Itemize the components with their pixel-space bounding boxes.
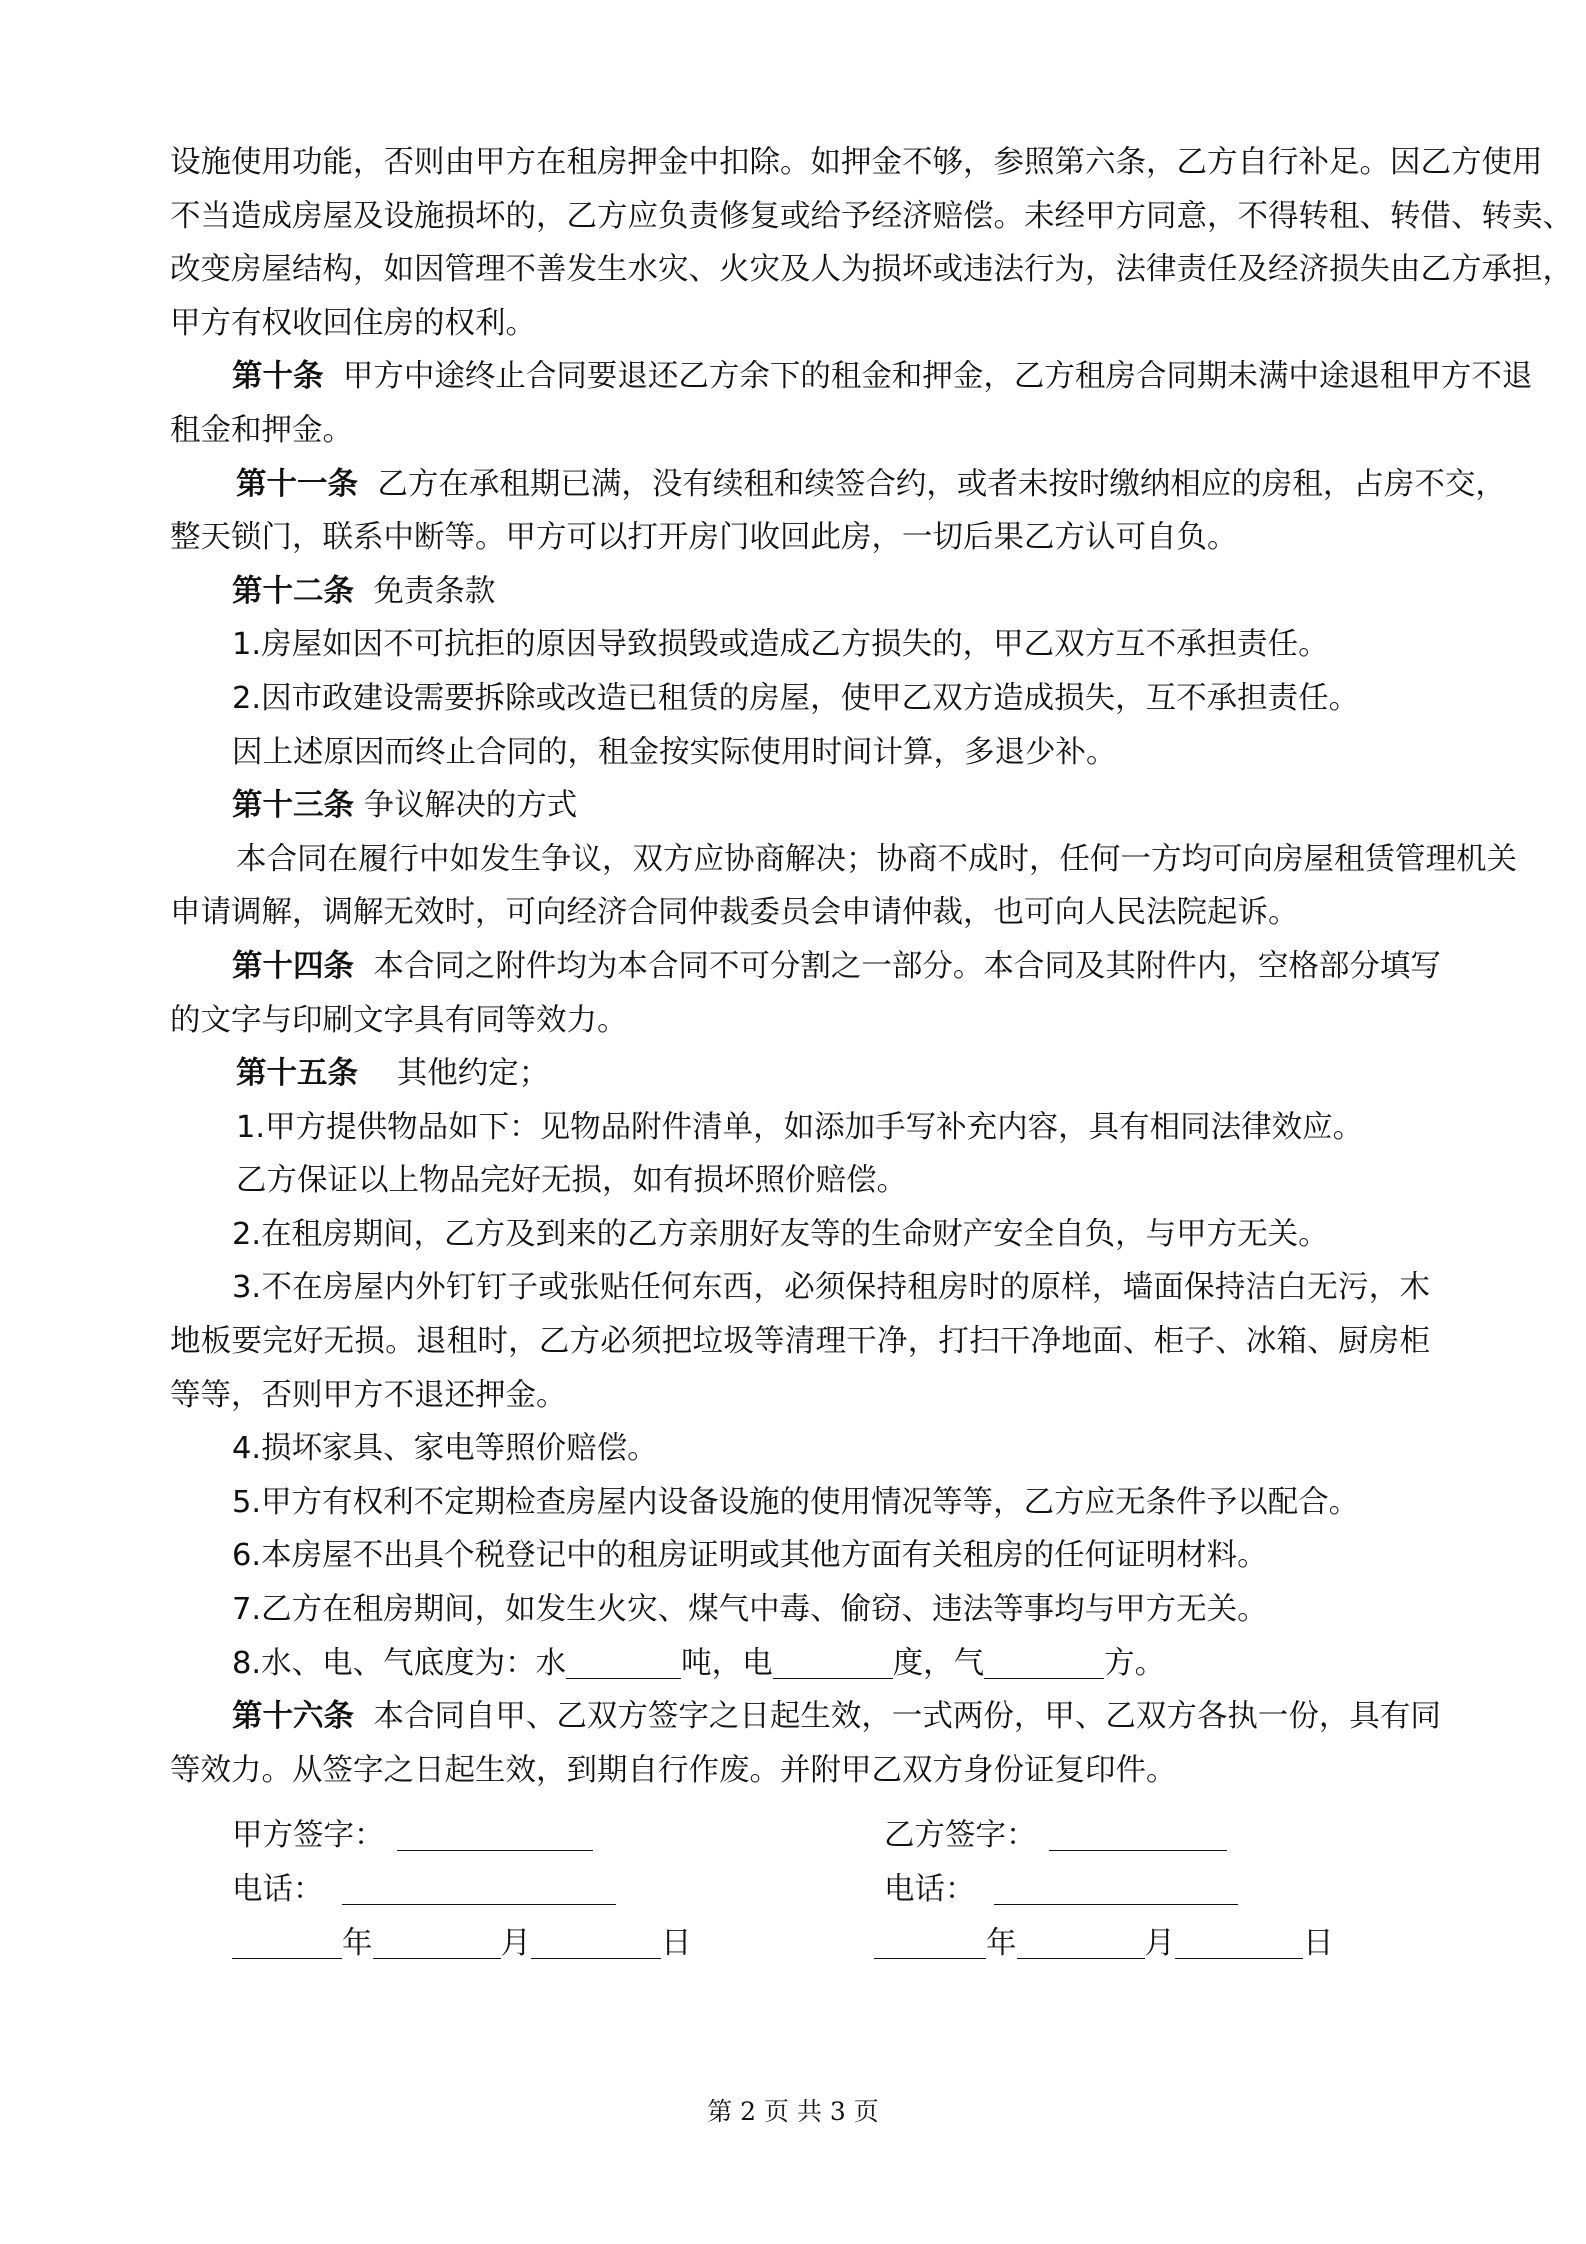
- article-15-title: 其他约定；: [396, 1056, 550, 1092]
- electricity-blank[interactable]: [773, 1644, 893, 1679]
- list-item: 4.损坏家具、家电等照价赔偿。: [232, 1431, 658, 1467]
- article-10: [170, 350, 1533, 404]
- month-label: 月: [1144, 1926, 1175, 1961]
- gas-unit: 方。: [1104, 1645, 1166, 1681]
- party-b-sign-row: [884, 1810, 1227, 1854]
- page-number-footer: 第 2 页 共 3 页: [707, 2097, 879, 2126]
- list-item: 3.不在房屋内外钉钉子或张贴任何东西，必须保持租房时的原样，墙面保持洁白无污，木地板要完好无损。退租时，乙方必须把垃圾等清理干净，打扫干净地面、柜子、冰箱、厨房柜等等，否则甲方不退还押金。: [170, 1270, 1430, 1413]
- list-item: 6.本房屋不出具个税登记中的租房证明或其他方面有关租房的任何证明材料。: [232, 1538, 1268, 1574]
- text-line: 租金和押金。: [170, 412, 353, 448]
- article-13: [170, 779, 1430, 833]
- meter-reading-item: [170, 1637, 1430, 1691]
- year-label: 年: [986, 1926, 1017, 1961]
- party-b-phone-blank[interactable]: [994, 1870, 1238, 1905]
- text-line: 改变房屋结构，如因管理不善发生水灾、火灾及人为损坏或违法行为，法律责任及经济损失由乙方承担，: [170, 252, 1573, 288]
- article-11: [170, 458, 1506, 512]
- text-line: 的文字与印刷文字具有同等效力。: [170, 1002, 628, 1038]
- electricity-unit: 度，气: [892, 1645, 985, 1681]
- day-label: 日: [1303, 1926, 1334, 1961]
- article-12-heading: 第十二条: [232, 573, 354, 609]
- list-item: 5.甲方有权利不定期检查房屋内设备设施的使用情况等等，乙方应无条件予以配合。: [232, 1484, 1360, 1520]
- list-item: 2.在租房期间，乙方及到来的乙方亲朋好友等的生命财产安全自负，与甲方无关。: [232, 1216, 1329, 1252]
- list-item: 乙方保证以上物品完好无损，如有损坏照价赔偿。: [236, 1163, 907, 1199]
- text-line: 等效力。从签字之日起生效，到期自行作废。并附甲乙双方身份证复印件。: [170, 1752, 1177, 1788]
- article-16: [170, 1690, 1441, 1744]
- article-12: [170, 565, 1430, 619]
- meter-prefix: 8.水、电、气底度为：水: [232, 1645, 567, 1681]
- article-13-title: 争议解决的方式: [363, 788, 578, 824]
- article-12-title: 免责条款: [373, 573, 496, 609]
- article-11-heading: 第十一条: [236, 466, 358, 502]
- year-label: 年: [342, 1926, 373, 1961]
- water-blank[interactable]: [566, 1644, 681, 1679]
- party-b-phone-row: [884, 1864, 1238, 1908]
- party-a-sign-blank[interactable]: [397, 1816, 593, 1851]
- text-line: 本合同在履行中如发生争议，双方应协商解决；协商不成时，任何一方均可向房屋租赁管理机关: [236, 841, 1517, 877]
- text-line: 甲方有权收回住房的权利。: [170, 305, 536, 341]
- article-14: [170, 940, 1441, 994]
- party-b-day-blank[interactable]: [1175, 1924, 1303, 1959]
- party-a-sign-row: [232, 1810, 593, 1854]
- party-a-day-blank[interactable]: [531, 1924, 661, 1959]
- party-a-date-row: [232, 1918, 692, 1962]
- party-a-phone-blank[interactable]: [342, 1870, 616, 1905]
- list-item: 1.房屋如因不可抗拒的原因导致损毁或造成乙方损失的，甲乙双方互不承担责任。: [232, 627, 1329, 663]
- article-10-heading: 第十条: [232, 359, 324, 395]
- party-b-year-blank[interactable]: [874, 1924, 986, 1959]
- list-item: 因上述原因而终止合同的，租金按实际使用时间计算，多退少补。: [232, 734, 1117, 770]
- article-15-heading: 第十五条: [236, 1056, 358, 1092]
- party-a-sign-label: 甲方签字：: [232, 1818, 385, 1853]
- article-16-text: 本合同自甲、乙双方签字之日起生效，一式两份，甲、乙双方各执一份，具有同: [373, 1699, 1441, 1735]
- article-11-text: 乙方在承租期已满，没有续租和续签合约，或者未按时缴纳相应的房租，占房不交，: [377, 466, 1506, 502]
- article-16-heading: 第十六条: [232, 1699, 354, 1735]
- party-b-sign-label: 乙方签字：: [884, 1818, 1037, 1853]
- text-line: 设施使用功能，否则由甲方在租房押金中扣除。如押金不够，参照第六条，乙方自行补足。因乙方使用: [170, 145, 1543, 180]
- party-a-phone-row: [232, 1864, 616, 1908]
- article-14-heading: 第十四条: [232, 948, 354, 984]
- month-label: 月: [500, 1926, 531, 1961]
- party-b-sign-blank[interactable]: [1049, 1816, 1227, 1851]
- article-14-text: 本合同之附件均为本合同不可分割之一部分。本合同及其附件内，空格部分填写: [373, 948, 1441, 984]
- list-item: 2.因市政建设需要拆除或改造已租赁的房屋，使甲乙双方造成损失，互不承担责任。: [232, 680, 1360, 716]
- article-13-heading: 第十三条: [232, 788, 354, 824]
- text-line: 申请调解，调解无效时，可向经济合同仲裁委员会申请仲裁，也可向人民法院起诉。: [170, 895, 1299, 931]
- list-item: 1.甲方提供物品如下：见物品附件清单，如添加手写补充内容，具有相同法律效应。: [236, 1109, 1364, 1145]
- party-a-month-blank[interactable]: [373, 1924, 501, 1959]
- day-label: 日: [661, 1926, 692, 1961]
- gas-blank[interactable]: [984, 1644, 1104, 1679]
- party-b-date-row: [874, 1918, 1334, 1962]
- water-unit: 吨，电: [681, 1645, 773, 1681]
- party-b-phone-label: 电话：: [884, 1872, 976, 1907]
- party-b-month-blank[interactable]: [1017, 1924, 1145, 1959]
- text-line: 不当造成房屋及设施损坏的，乙方应负责修复或给予经济赔偿。未经甲方同意，不得转租、转借、转卖、: [170, 198, 1573, 234]
- list-item: 7.乙方在租房期间，如发生火灾、煤气中毒、偷窃、违法等事均与甲方无关。: [232, 1592, 1268, 1628]
- text-line: 整天锁门，联系中断等。甲方可以打开房门收回此房，一切后果乙方认可自负。: [170, 520, 1238, 556]
- party-a-year-blank[interactable]: [232, 1924, 342, 1959]
- article-15: [170, 1047, 1430, 1101]
- party-a-phone-label: 电话：: [232, 1872, 324, 1907]
- article-10-text: 甲方中途终止合同要退还乙方余下的租金和押金，乙方租房合同期未满中途退租甲方不退: [342, 359, 1533, 395]
- contract-body: [170, 136, 1573, 1797]
